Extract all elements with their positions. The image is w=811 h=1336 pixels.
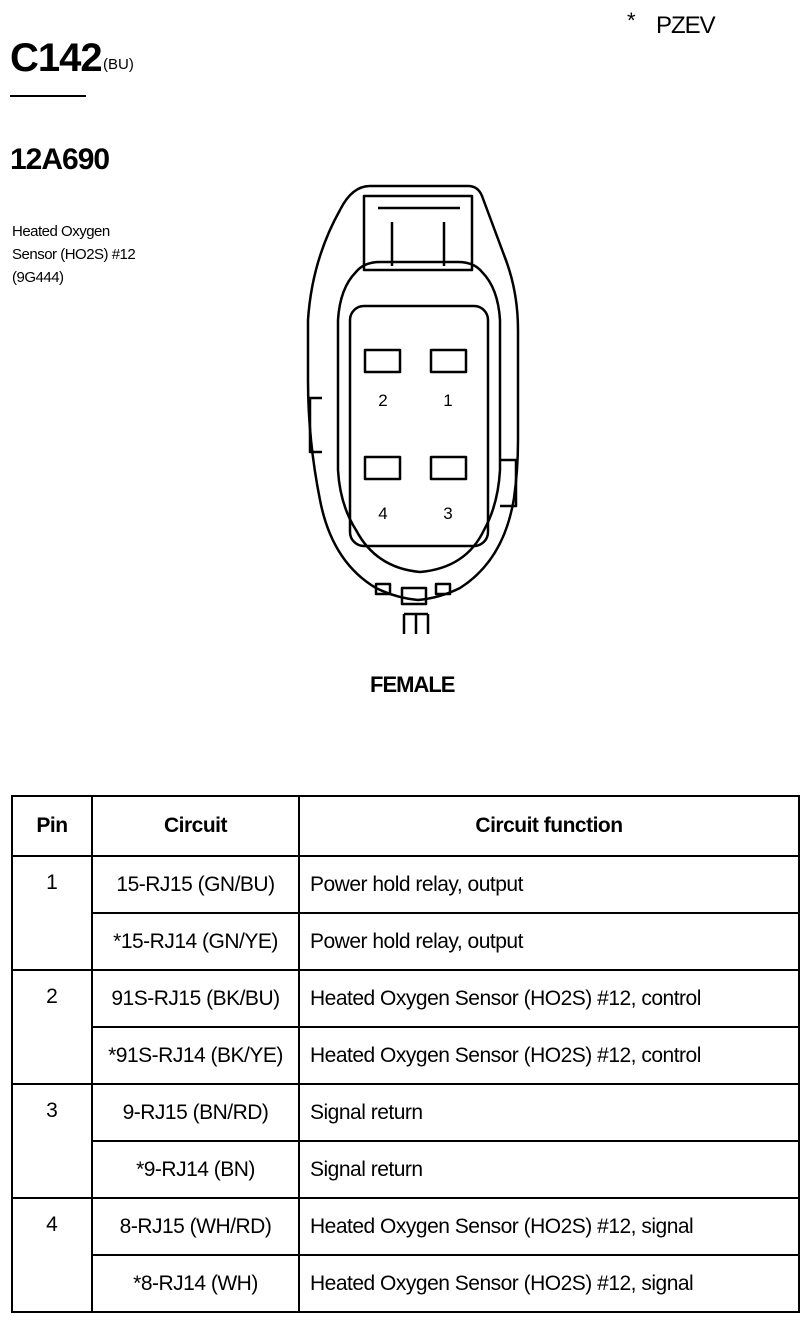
component-desc-line: Heated Oxygen	[12, 223, 110, 240]
header-circuit: Circuit	[92, 796, 299, 856]
pin-terminal-2	[365, 350, 400, 372]
table-header-row	[12, 796, 799, 856]
circuit-cell: *8-RJ14 (WH)	[92, 1255, 299, 1312]
function-cell: Power hold relay, output	[299, 856, 799, 913]
circuit-cell: *91S-RJ14 (BK/YE)	[92, 1027, 299, 1084]
function-cell: Heated Oxygen Sensor (HO2S) #12, signal	[299, 1198, 799, 1255]
circuit-cell: 9-RJ15 (BN/RD)	[92, 1084, 299, 1141]
table-row	[12, 913, 799, 970]
table-row	[12, 1084, 799, 1141]
table-row	[12, 1255, 799, 1312]
function-cell: Signal return	[299, 1141, 799, 1198]
note-text: PZEV	[656, 12, 715, 39]
component-desc-line: Sensor (HO2S) #12	[12, 246, 136, 263]
pin-label-2: 2	[378, 391, 388, 410]
connector-id: C142	[10, 36, 102, 80]
circuit-cell: *15-RJ14 (GN/YE)	[92, 913, 299, 970]
header-circuit-function: Circuit function	[299, 796, 799, 856]
table-row	[12, 1027, 799, 1084]
function-cell: Power hold relay, output	[299, 913, 799, 970]
connector-color: (BU)	[103, 56, 134, 73]
wire-outlet	[404, 614, 428, 634]
circuit-cell: 8-RJ15 (WH/RD)	[92, 1198, 299, 1255]
pin-cavity-block	[350, 306, 488, 546]
component-desc-line: (9G444)	[12, 269, 64, 286]
note-asterisk: *	[627, 8, 636, 33]
circuit-cell: 15-RJ15 (GN/BU)	[92, 856, 299, 913]
pin-terminal-1	[431, 350, 466, 372]
connector-housing-inner	[338, 262, 500, 572]
function-cell: Signal return	[299, 1084, 799, 1141]
pin-terminal-3	[431, 457, 466, 479]
connector-diagram	[0, 0, 811, 660]
circuit-cell: 91S-RJ15 (BK/BU)	[92, 970, 299, 1027]
table-row	[12, 1198, 799, 1255]
function-cell: Heated Oxygen Sensor (HO2S) #12, control	[299, 970, 799, 1027]
pin-label-1: 1	[443, 391, 453, 410]
table-row	[12, 970, 799, 1027]
header-pin: Pin	[12, 796, 92, 856]
pin-cell: 1	[12, 856, 92, 970]
table-row	[12, 856, 799, 913]
table-row	[12, 1141, 799, 1198]
bottom-key-center	[402, 588, 426, 604]
pin-label-4: 4	[378, 504, 388, 523]
pin-label-3: 3	[443, 504, 453, 523]
pin-cell: 3	[12, 1084, 92, 1198]
view-label: FEMALE	[370, 672, 455, 697]
pin-cell: 2	[12, 970, 92, 1084]
function-cell: Heated Oxygen Sensor (HO2S) #12, control	[299, 1027, 799, 1084]
part-number: 12A690	[10, 143, 110, 176]
function-cell: Heated Oxygen Sensor (HO2S) #12, signal	[299, 1255, 799, 1312]
pin-terminal-4	[365, 457, 400, 479]
circuit-cell: *9-RJ14 (BN)	[92, 1141, 299, 1198]
pin-table	[11, 795, 800, 1313]
pin-cell: 4	[12, 1198, 92, 1312]
